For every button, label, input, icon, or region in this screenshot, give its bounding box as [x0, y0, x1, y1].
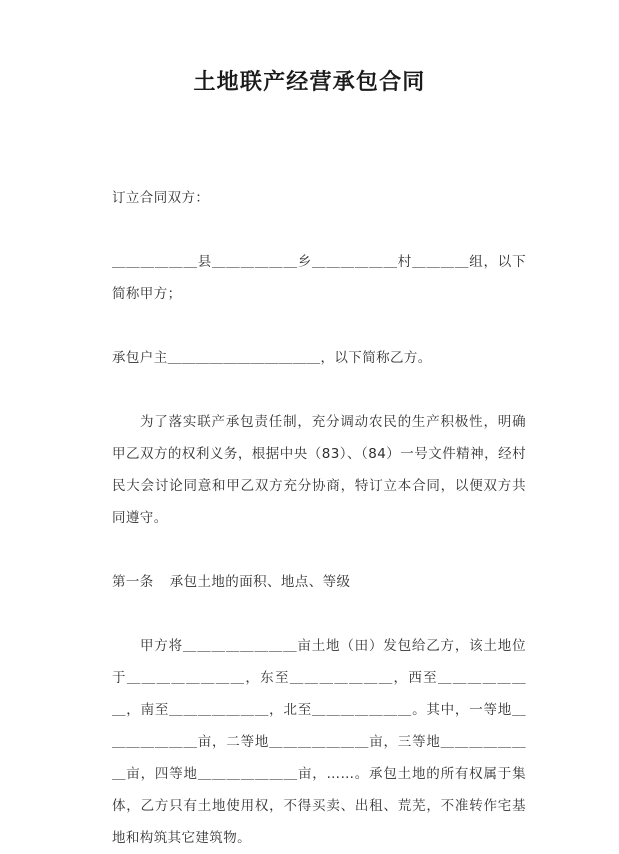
- spacer: [112, 310, 526, 342]
- spacer: [112, 374, 526, 406]
- clause-1-heading: [112, 566, 526, 598]
- clause-1-body: 甲方将＿＿＿＿＿＿＿＿亩土地（田）发包给乙方，该土地位于＿＿＿＿＿＿＿＿，东至＿＿＿＿＿＿＿，西至＿＿＿＿＿＿＿，南至＿＿＿＿＿＿＿，北至＿＿＿＿＿＿＿。其中，一等地＿＿＿＿＿＿＿亩，二等地＿＿＿＿＿＿＿亩，三等地＿＿＿＿＿＿＿亩，四等地＿＿＿＿＿＿＿亩，……。承包土地的所有权属于集体，乙方只有土地使用权，不得买卖、出租、荒芜，不准转作宅基地和构筑其它建筑物。: [112, 638, 526, 846]
- preamble-paragraph: 为了落实联产承包责任制，充分调动农民的生产积极性，明确甲乙双方的权利义务，根据中央（83）、（84）一号文件精神，经村民大会讨论同意和甲乙双方充分协商，特订立本合同，以便双方共同遵守。: [112, 414, 526, 526]
- party-b-line: 承包户主＿＿＿＿＿＿＿＿＿＿＿，以下简称乙方。: [112, 350, 432, 366]
- page-title: 土地联产经营承包合同: [193, 70, 426, 95]
- spacer: [112, 214, 526, 246]
- parties-heading: 订立合同双方：: [112, 190, 210, 206]
- spacer: [112, 598, 526, 630]
- spacer: [112, 534, 526, 566]
- clause-1-number: 第一条: [112, 574, 154, 590]
- document-body: [112, 182, 526, 854]
- party-a-line: ＿＿＿＿＿＿县＿＿＿＿＿＿乡＿＿＿＿＿＿村＿＿＿＿组，以下简称甲方；: [112, 254, 526, 302]
- clause-1-title: 承包土地的面积、地点、等级: [169, 574, 351, 590]
